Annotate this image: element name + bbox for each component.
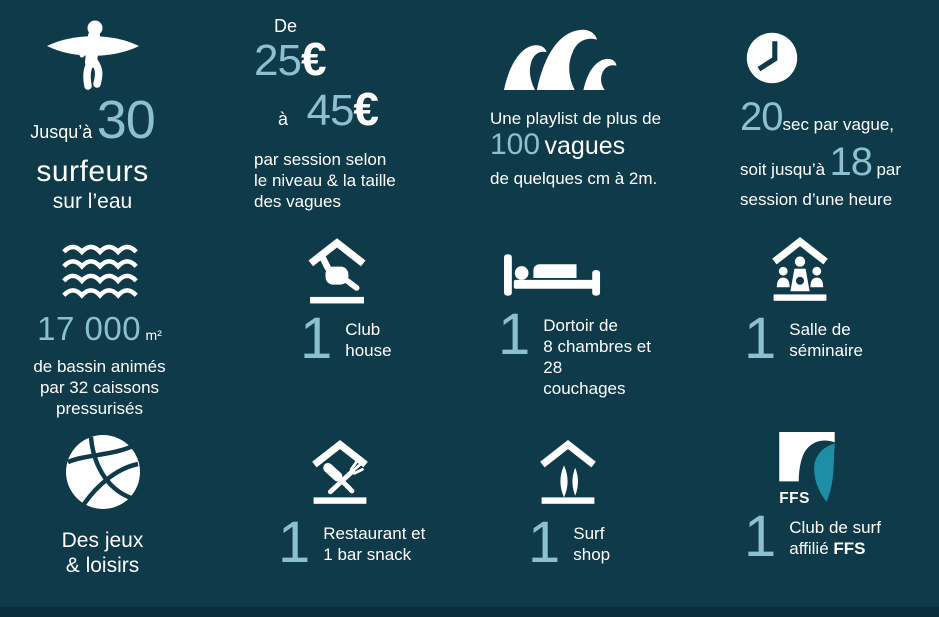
restaurant-label: 1 bar snack <box>323 545 412 564</box>
club-house-label: house <box>345 341 392 360</box>
surf-shop-icon <box>536 438 600 512</box>
club-house-label: Club <box>345 320 381 339</box>
playlist-line1: Une playlist de plus de <box>490 109 662 128</box>
surfers-number: 30 <box>96 90 155 150</box>
games-label: Des jeux <box>61 529 144 552</box>
stat-surfers <box>15 20 170 214</box>
seminar-label: séminaire <box>789 341 863 360</box>
price-desc-line: par session selon <box>254 150 387 169</box>
bed-icon <box>504 252 602 298</box>
dorm-label: 8 chambres et 28 <box>543 337 651 377</box>
price-desc-line: des vagues <box>254 192 341 211</box>
dorm-count: 1 <box>498 302 531 367</box>
surfers-word: surfeurs <box>36 155 149 188</box>
stat-surf-shop <box>528 438 663 575</box>
bottom-bar <box>0 607 939 617</box>
euro-sign: € <box>353 83 380 135</box>
ffs-label-line2 <box>789 538 881 559</box>
stat-pool <box>22 242 177 419</box>
pool-waves-icon <box>62 242 138 298</box>
volleyball-icon <box>63 432 143 512</box>
club-house-icon <box>304 238 370 310</box>
stat-dorm <box>498 252 673 399</box>
stat-price <box>252 16 427 212</box>
price-intro: De <box>274 16 298 36</box>
stat-restaurant <box>278 438 443 575</box>
ffs-count: 1 <box>744 504 777 569</box>
price-conj: à <box>278 109 289 129</box>
restaurant-count: 1 <box>278 510 311 575</box>
timing-seconds: 20 <box>740 95 783 139</box>
ffs-logo-text: FFS <box>779 489 810 507</box>
surfers-suffix: sur l’eau <box>52 190 133 213</box>
surf-shop-count: 1 <box>528 510 561 575</box>
stat-seminar <box>744 236 909 371</box>
club-house-count: 1 <box>300 306 333 371</box>
pool-desc-line: par 32 caissons <box>39 378 160 397</box>
pool-desc-line: de bassin animés <box>33 357 166 376</box>
surfers-prefix: Jusqu’à <box>30 122 93 142</box>
playlist-number: 100 <box>490 128 541 161</box>
restaurant-label: Restaurant et <box>323 524 426 543</box>
timing-mid-text: soit jusqu’à <box>740 160 826 179</box>
ffs-label-line1: Club de surf <box>789 518 881 537</box>
stat-timing <box>740 30 920 210</box>
stat-games <box>25 432 180 578</box>
pool-number: 17 000 <box>37 310 142 347</box>
seminar-icon <box>768 236 832 308</box>
stat-playlist <box>490 24 665 189</box>
ffs-label-bold: FFS <box>833 539 866 558</box>
dorm-label: couchages <box>543 379 626 398</box>
seminar-label: Salle de <box>789 320 851 339</box>
clock-icon <box>744 30 800 86</box>
surfer-icon <box>45 20 141 90</box>
ffs-logo <box>777 430 839 506</box>
playlist-line3: de quelques cm à 2m. <box>490 169 658 188</box>
timing-line3: session d’une heure <box>740 190 893 209</box>
ffs-label-prefix: affilié <box>789 539 829 558</box>
price-low: 25 <box>254 36 301 85</box>
restaurant-icon <box>308 438 372 512</box>
games-label: & loisirs <box>65 554 140 577</box>
stat-ffs-club <box>744 430 919 569</box>
stat-club-house <box>300 238 450 371</box>
seminar-count: 1 <box>744 306 777 371</box>
waves-icon <box>502 24 628 92</box>
pool-unit: m² <box>145 327 162 343</box>
price-desc-line: le niveau & la taille <box>254 171 396 190</box>
pool-desc-line: pressurisés <box>56 399 143 418</box>
price-high: 45 <box>306 86 354 135</box>
playlist-word: vagues <box>544 132 626 160</box>
timing-sec-text: sec par vague, <box>782 115 895 134</box>
surf-shop-label: Surf <box>573 524 605 543</box>
euro-sign: € <box>300 33 327 85</box>
surf-shop-label: shop <box>573 545 611 564</box>
dorm-label: Dortoir de <box>543 316 618 335</box>
timing-waves-count: 18 <box>829 140 873 184</box>
timing-after-text: par <box>876 160 902 179</box>
